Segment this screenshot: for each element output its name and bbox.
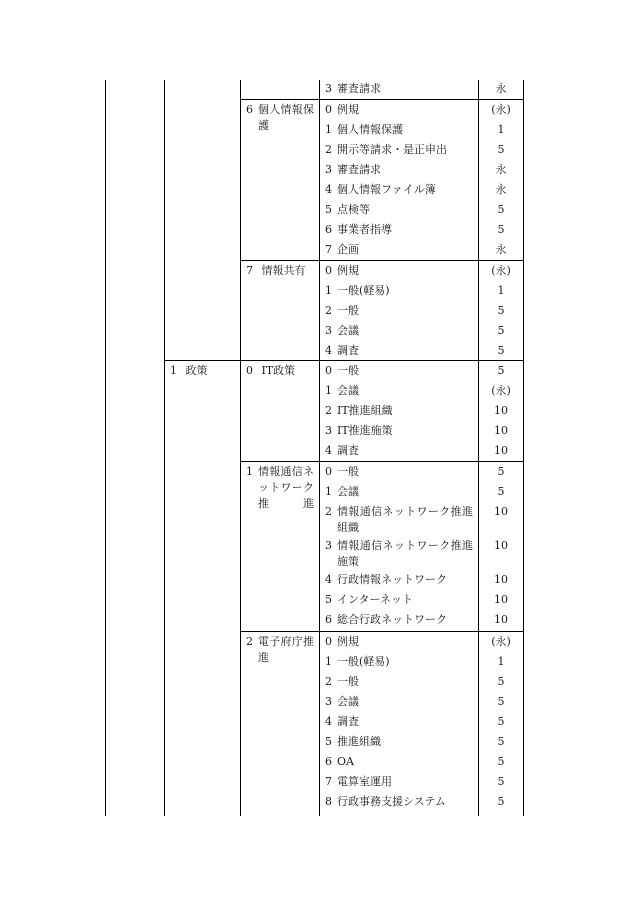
item-number: 0 [325,364,332,377]
item-number: 1 [325,123,332,136]
list-item [325,443,359,459]
retention-period: 1 [497,284,505,297]
retention-period: 1 [497,655,505,668]
item-number: 4 [325,344,332,357]
item-number: 6 [325,613,332,626]
row-separator [164,360,524,361]
item-text: 一般 [337,364,359,377]
list-item [325,754,354,770]
list-item [325,142,447,158]
item-text: IT推進組織 [337,404,393,417]
row-separator [240,461,524,462]
list-item [325,81,381,97]
column-divider-3 [319,80,320,816]
item-number: 2 [325,505,332,518]
item-number: 3 [325,163,332,176]
row-separator [240,631,524,632]
item-text: 一般 [337,675,359,688]
list-item [325,634,359,650]
column-divider-2 [240,80,241,816]
retention-period: (永) [491,635,511,648]
item-text: 一般 [337,304,359,317]
retention-period: 5 [497,715,505,728]
retention-period: 5 [497,755,505,768]
group-name: IT政策 [261,364,296,377]
group-name: 電子府庁推進 [258,635,314,664]
retention-period: 10 [494,505,508,518]
list-item [325,592,413,608]
list-item [325,538,473,570]
item-number: 3 [325,539,332,552]
list-item [325,242,359,258]
section-number: 1 [170,364,177,377]
list-item [325,423,393,439]
group-name: 情報共有 [261,264,306,277]
retention-period: 10 [494,593,508,606]
list-item [325,403,393,419]
item-text: 例規 [337,635,359,648]
item-text: 調査 [337,444,359,457]
item-text: 情報通信ネットワーク推進施策 [337,539,473,568]
item-number: 6 [325,755,332,768]
retention-period: (永) [491,103,511,116]
retention-period: 5 [497,324,505,337]
item-text: 一般 [337,465,359,478]
item-number: 0 [325,465,332,478]
list-item [325,794,446,810]
item-number: 0 [325,264,332,277]
retention-period: 10 [494,404,508,417]
item-number: 1 [325,485,332,498]
retention-period: 1 [497,123,505,136]
list-item [325,122,403,138]
item-text: 一般(軽易) [337,284,390,297]
retention-period: 5 [497,485,505,498]
item-text: 会議 [337,485,359,498]
item-text: 審査請求 [337,82,381,95]
list-item [325,734,381,750]
item-text: 総合行政ネットワーク [337,613,447,626]
item-number: 0 [325,635,332,648]
row-separator [240,99,524,100]
item-number: 4 [325,715,332,728]
item-number: 1 [325,655,332,668]
item-number: 0 [325,103,332,116]
row-separator [240,260,524,261]
item-number: 2 [325,404,332,417]
retention-period: 5 [497,675,505,688]
group-name: 情報通信ネットワーク推進 [258,465,314,510]
retention-period: 永 [495,82,507,95]
list-item [325,714,359,730]
list-item [325,464,359,480]
retention-period: 10 [494,424,508,437]
item-number: 5 [325,203,332,216]
item-text: 情報通信ネットワーク推進組織 [337,505,473,534]
group-heading [246,102,258,118]
retention-period: 5 [497,695,505,708]
item-text: 会議 [337,324,359,337]
group-number: 0 [246,364,253,377]
list-item [325,283,390,299]
group-name: 個人情報保護 [258,103,314,132]
item-text: 電算室運用 [337,775,392,788]
group-number: 1 [246,465,253,478]
item-number: 1 [325,284,332,297]
retention-period: 5 [497,795,505,808]
list-item [325,694,359,710]
list-item [325,303,359,319]
retention-period: 永 [495,183,507,196]
group-heading [246,263,306,279]
item-text: 個人情報ファイル簿 [337,183,436,196]
retention-period: 永 [495,163,507,176]
group-heading [246,464,258,480]
item-number: 3 [325,82,332,95]
item-number: 1 [325,384,332,397]
section-name: 政策 [185,364,208,377]
list-item [325,162,381,178]
item-number: 3 [325,424,332,437]
item-text: 開示等請求・是正申出 [337,143,447,156]
item-text: 推進組織 [337,735,381,748]
item-text: 審査請求 [337,163,381,176]
item-number: 5 [325,593,332,606]
list-item [325,774,392,790]
item-number: 4 [325,444,332,457]
retention-period: 10 [494,573,508,586]
list-item [325,674,359,690]
item-number: 4 [325,183,332,196]
retention-period: 5 [497,465,505,478]
item-number: 3 [325,324,332,337]
retention-period: 5 [497,203,505,216]
item-number: 4 [325,573,332,586]
item-text: 事業者指導 [337,223,392,236]
retention-period: 5 [497,735,505,748]
retention-period: (永) [491,384,511,397]
list-item [325,363,359,379]
item-text: 会議 [337,384,359,397]
item-text: IT推進施策 [337,424,393,437]
item-text: 例規 [337,264,359,277]
retention-period: 5 [497,364,505,377]
item-number: 3 [325,695,332,708]
list-item [325,504,473,536]
list-item [325,484,359,500]
item-number: 2 [325,143,332,156]
group-number: 6 [246,103,253,116]
retention-period: 5 [497,344,505,357]
item-text: 例規 [337,103,359,116]
item-text: 行政情報ネットワーク [337,573,447,586]
item-text: 会議 [337,695,359,708]
list-item [325,612,447,628]
table-border-left [105,80,106,816]
group-heading [246,363,295,379]
list-item [325,343,359,359]
group-heading [246,634,258,650]
retention-period: 5 [497,775,505,788]
item-number: 2 [325,304,332,317]
retention-period: 5 [497,304,505,317]
list-item [325,182,436,198]
item-text: 点検等 [337,203,370,216]
item-text: インターネット [337,593,414,606]
retention-period: (永) [491,264,511,277]
retention-period: 5 [497,143,505,156]
item-text: OA [337,755,354,768]
item-number: 5 [325,735,332,748]
item-number: 6 [325,223,332,236]
list-item [325,323,359,339]
item-number: 7 [325,775,332,788]
item-text: 調査 [337,715,359,728]
retention-period: 10 [494,613,508,626]
column-divider-1 [164,80,165,816]
item-number: 8 [325,795,332,808]
retention-period: 10 [494,539,508,552]
item-text: 企画 [337,243,359,256]
item-text: 行政事務支援システム [337,795,446,808]
list-item [325,202,370,218]
list-item [325,222,392,238]
list-item [325,263,359,279]
retention-period: 永 [495,243,507,256]
group-number: 7 [246,264,253,277]
item-number: 2 [325,675,332,688]
list-item [325,654,390,670]
retention-period: 10 [494,444,508,457]
section-heading [170,363,208,379]
retention-period: 5 [497,223,505,236]
list-item [325,383,359,399]
item-text: 個人情報保護 [337,123,403,136]
group-number: 2 [246,635,253,648]
item-text: 調査 [337,344,359,357]
item-number: 7 [325,243,332,256]
list-item [325,102,359,118]
list-item [325,572,447,588]
item-text: 一般(軽易) [337,655,390,668]
